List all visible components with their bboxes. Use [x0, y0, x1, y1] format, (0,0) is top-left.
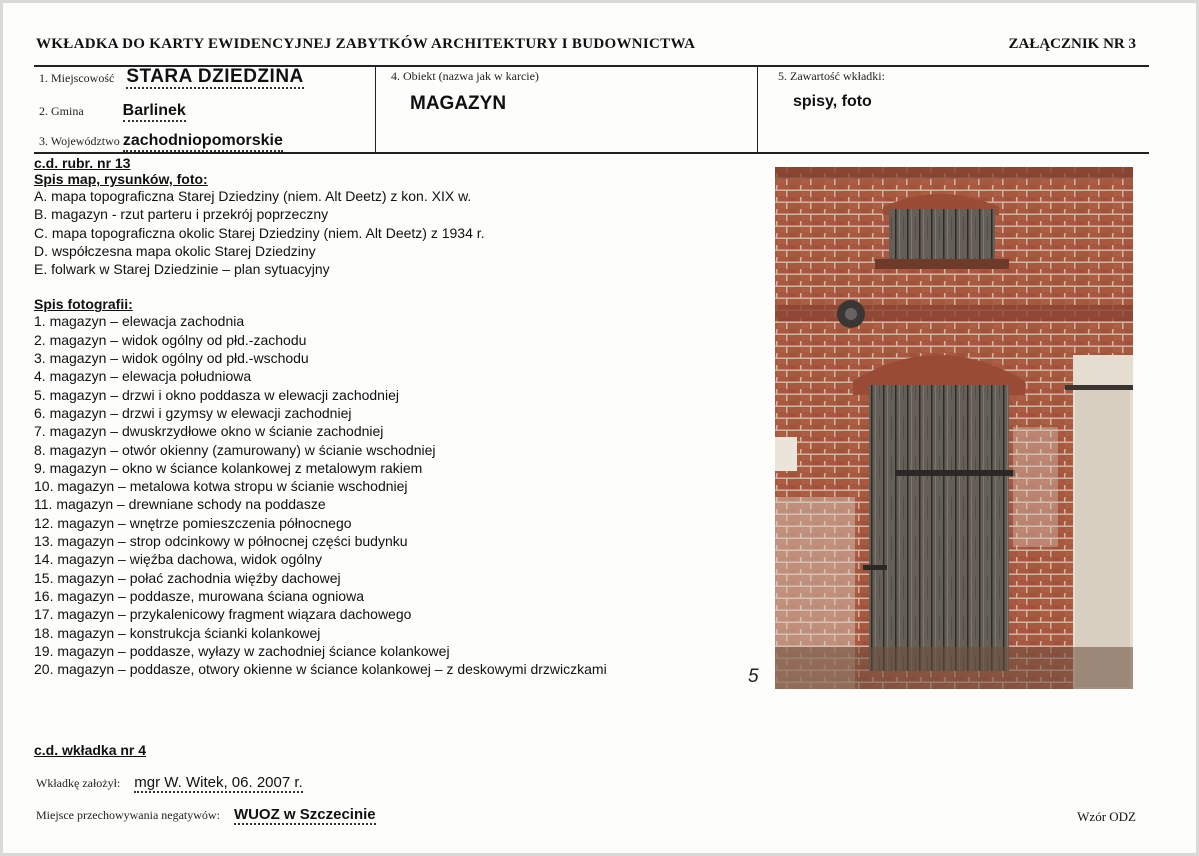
negatives-value: WUOZ w Szczecinie — [233, 806, 376, 823]
made-by-value: mgr W. Witek, 06. 2007 r. — [134, 774, 303, 791]
list-item: 13. magazyn – strop odcinkowy w północnej części budynku — [34, 533, 408, 550]
list-item: 6. magazyn – drzwi i gzymsy w elewacji zachodniej — [34, 404, 352, 421]
list-item: 18. magazyn – konstrukcja ścianki kolankowej — [34, 624, 321, 641]
list-item: 8. magazyn – otwór okienny (zamurowany) w ścianie wschodniej — [34, 441, 436, 458]
maps-heading: Spis map, rysunków, foto: — [34, 171, 208, 187]
list-item: 17. magazyn – przykalenicowy fragment wiązara dachowego — [34, 606, 412, 623]
list-item: 10. magazyn – metalowa kotwa stropu w ścianie wschodniej — [34, 478, 408, 495]
next-insert: c.d. wkładka nr 4 — [34, 742, 147, 758]
object-label: 4. Obiekt (nazwa jak w karcie) — [391, 69, 539, 83]
list-item: E. folwark w Starej Dziedzinie – plan sytuacyjny — [34, 261, 330, 278]
photos-list — [34, 312, 754, 678]
list-item: 9. magazyn – okno w ściance kolankowej z metalowym rakiem — [34, 459, 423, 476]
list-item: 1. magazyn – elewacja zachodnia — [34, 313, 245, 330]
gmina-field — [39, 103, 186, 122]
continuation-heading: c.d. rubr. nr 13 — [34, 155, 131, 171]
list-item: 7. magazyn – dwuskrzydłowe okno w ścianie zachodniej — [34, 423, 384, 440]
document-title: WKŁADKA DO KARTY EWIDENCYJNEJ ZABYTKÓW ARCHITEKTURY I BUDOWNICTWA — [36, 36, 696, 52]
maps-list — [34, 187, 754, 278]
town-value: STARA DZIEDZINA — [126, 66, 304, 87]
building-photo — [775, 167, 1133, 689]
list-item: B. magazyn - rzut parteru i przekrój poprzeczny — [34, 206, 329, 223]
town-label: 1. Miejscowość — [39, 71, 115, 85]
voivodeship-value: zachodniopomorskie — [123, 133, 283, 152]
list-item: 14. magazyn – więźba dachowa, widok ogólny — [34, 551, 322, 568]
list-item: 15. magazyn – połać zachodnia więźby dachowej — [34, 569, 341, 586]
list-item: A. mapa topograficzna Starej Dziedziny (niem. Alt Deetz) z kon. XIX w. — [34, 188, 472, 204]
column-divider — [757, 66, 758, 153]
photo-number: 5 — [748, 666, 759, 687]
photos-heading: Spis fotografii: — [34, 296, 133, 313]
made-by-label: Wkładkę założył: — [36, 776, 121, 790]
negatives-label: Miejsce przechowywania negatywów: — [36, 808, 220, 822]
annex-number: ZAŁĄCZNIK NR 3 — [1008, 36, 1136, 52]
list-section — [34, 155, 754, 678]
list-item: 3. magazyn – widok ogólny od płd.-wschodu — [34, 350, 309, 367]
list-item: 2. magazyn – widok ogólny od płd.-zachodu — [34, 331, 307, 348]
made-by-field — [36, 775, 303, 793]
town-field — [39, 67, 304, 89]
list-item: 4. magazyn – elewacja południowa — [34, 368, 252, 385]
contents-label: 5. Zawartość wkładki: — [778, 69, 885, 83]
list-item: 20. magazyn – poddasze, otwory okienne w ściance kolankowej – z deskowymi drzwiczkami — [34, 661, 607, 678]
contents-value: spisy, foto — [793, 93, 872, 110]
list-item: 12. magazyn – wnętrze pomieszczenia północnego — [34, 514, 352, 531]
object-value: MAGAZYN — [410, 93, 507, 114]
voivodeship-label: 3. Województwo — [39, 134, 120, 148]
section-rule — [34, 152, 1149, 154]
column-divider — [375, 66, 376, 153]
list-item: 16. magazyn – poddasze, murowana ściana ogniowa — [34, 587, 364, 604]
list-item: 5. magazyn – drzwi i okno poddasza w elewacji zachodniej — [34, 386, 399, 403]
gmina-value: Barlinek — [123, 103, 186, 122]
photo-illustration — [775, 167, 1133, 689]
gmina-label: 2. Gmina — [39, 104, 84, 118]
list-item: C. mapa topograficzna okolic Starej Dziedziny (niem. Alt Deetz) z 1934 r. — [34, 224, 485, 241]
list-item: 11. magazyn – drewniane schody na poddasze — [34, 496, 326, 513]
list-item: D. współczesna mapa okolic Starej Dziedziny — [34, 242, 316, 259]
negatives-field — [36, 807, 376, 825]
list-item: 19. magazyn – poddasze, wyłazy w zachodniej ściance kolankowej — [34, 642, 450, 659]
template-mark: Wzór ODZ — [1077, 809, 1136, 824]
voivodeship-field — [39, 133, 283, 152]
